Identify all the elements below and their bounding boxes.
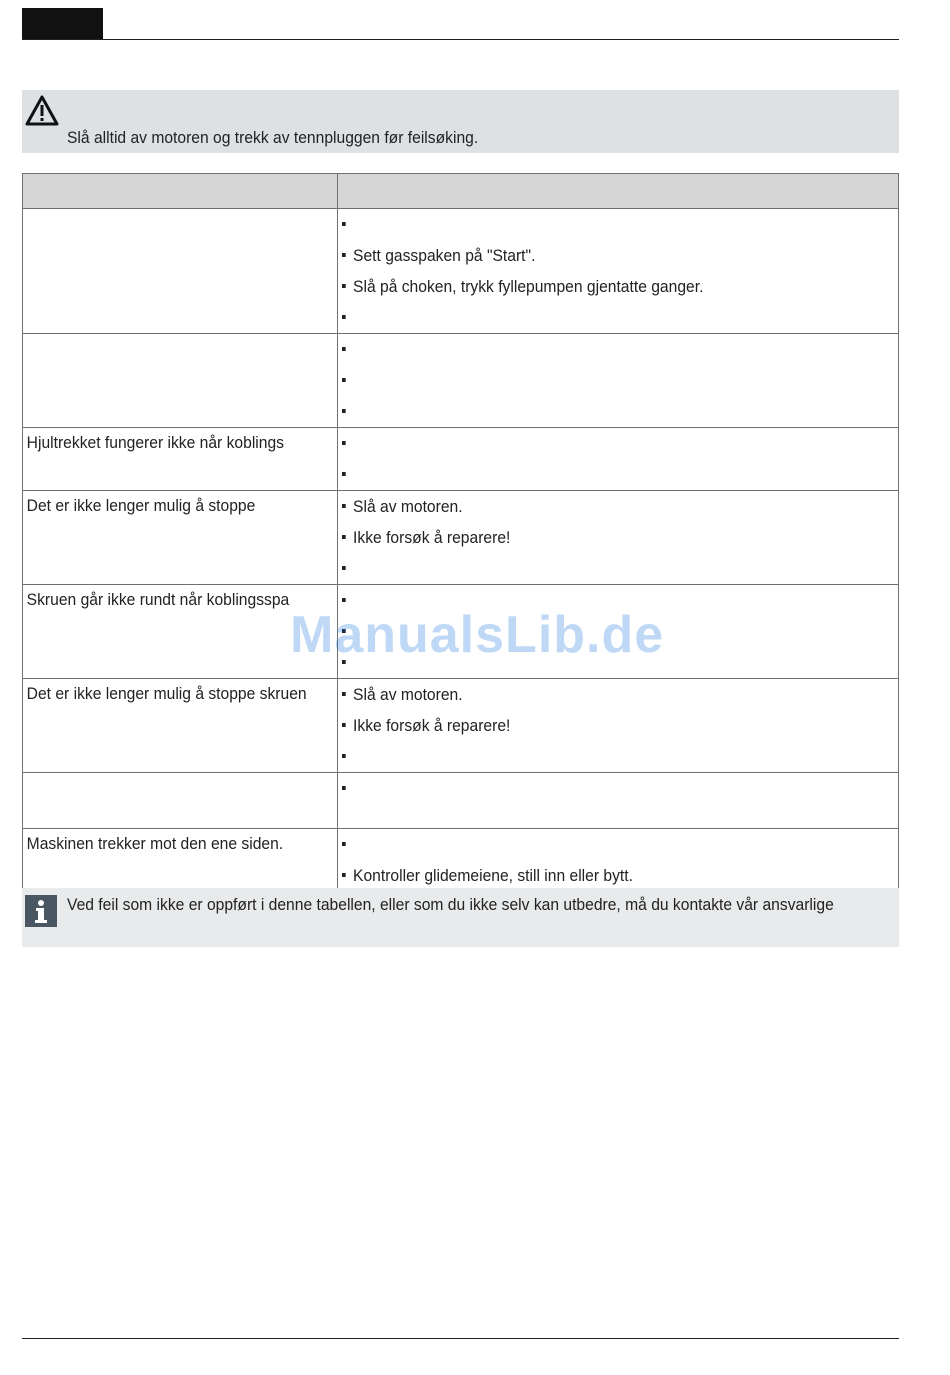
footer-rule xyxy=(22,1338,899,1339)
warning-text: Slå alltid av motoren og trekk av tennpluggen før feilsøking. xyxy=(67,128,479,147)
remedy-item xyxy=(342,334,854,365)
watermark: ManualsLib.de xyxy=(290,606,665,664)
problem-cell: Det er ikke lenger mulig å stoppe xyxy=(26,496,256,515)
remedy-item xyxy=(342,302,854,333)
info-text: Ved feil som ikke er oppført i denne tabellen, eller som du ikke selv kan utbedre, må du kontakte vår ansvarlige xyxy=(67,895,834,914)
remedy-item xyxy=(342,741,854,772)
troubleshooting-table xyxy=(22,173,899,892)
remedy-item xyxy=(342,829,854,860)
problem-cell: Maskinen trekker mot den ene siden. xyxy=(26,834,284,853)
remedy-item: Slå på choken, trykk fyllepumpen gjentatte ganger. xyxy=(342,271,854,302)
table-row xyxy=(23,829,899,892)
remedy-item: Sett gasspaken på "Start". xyxy=(342,240,854,271)
table-row xyxy=(23,428,899,491)
remedy-item: Kontroller glidemeiene, still inn eller bytt. xyxy=(342,860,854,891)
warning-triangle-icon xyxy=(25,95,59,127)
problem-cell: Det er ikke lenger mulig å stoppe skruen xyxy=(26,684,307,703)
remedy-item: Slå av motoren. xyxy=(342,491,854,522)
info-icon xyxy=(25,895,57,927)
remedy-item xyxy=(342,773,854,804)
header-problem xyxy=(23,174,338,209)
header-black-block xyxy=(22,8,103,40)
table-row xyxy=(23,679,899,773)
problem-cell xyxy=(23,209,312,213)
problem-cell: Hjultrekket fungerer ikke når koblings xyxy=(26,433,284,452)
warning-box xyxy=(22,90,899,153)
remedy-item xyxy=(342,365,854,396)
table-row xyxy=(23,209,899,334)
table-row xyxy=(23,334,899,428)
remedy-item xyxy=(342,459,854,490)
remedy-item xyxy=(342,209,854,240)
problem-cell xyxy=(23,334,312,338)
problem-cell: Skruen går ikke rundt når koblingsspa xyxy=(26,590,290,609)
table-header-row xyxy=(23,174,899,209)
problem-cell xyxy=(23,773,312,777)
header-rule xyxy=(22,39,899,40)
table-row xyxy=(23,773,899,829)
remedy-item: Ikke forsøk å reparere! xyxy=(342,710,854,741)
remedy-item xyxy=(342,553,854,584)
remedy-item: Ikke forsøk å reparere! xyxy=(342,522,854,553)
table-row xyxy=(23,491,899,585)
header-remedy xyxy=(338,174,899,209)
remedy-item xyxy=(342,428,854,459)
remedy-item xyxy=(342,396,854,427)
remedy-item: Slå av motoren. xyxy=(342,679,854,710)
info-box xyxy=(22,888,899,947)
